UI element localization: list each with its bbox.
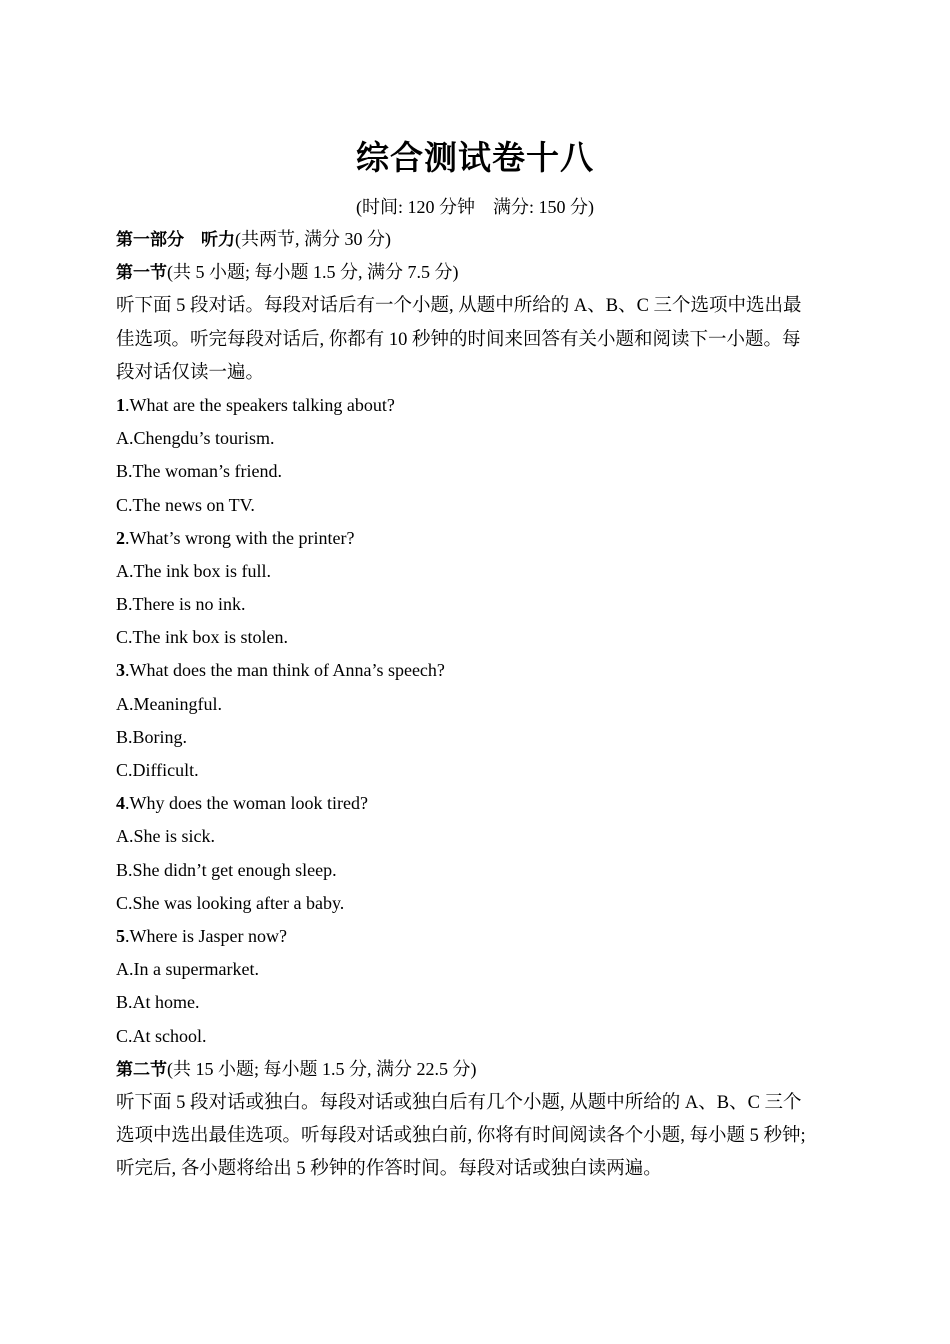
section2-label: 第二节 (116, 1059, 167, 1080)
question-1-option-c: C.The news on TV. (116, 494, 255, 515)
section2-instructions-line: 选项中选出最佳选项。听每段对话或独白前, 你将有时间阅读各个小题, 每小题 5 秒钟; (116, 1126, 806, 1147)
question-4-option-b: B.She didn’t get enough sleep. (116, 859, 337, 880)
question-text: .Why does the woman look tired? (125, 793, 368, 814)
question-number: 2 (116, 527, 125, 548)
question-text: .What’s wrong with the printer? (125, 527, 355, 548)
question-text: .What are the speakers talking about? (125, 394, 395, 415)
section2-instructions-line: 听下面 5 段对话或独白。每段对话或独白后有几个小题, 从题中所给的 A、B、C 三个 (116, 1092, 802, 1113)
question-text: .Where is Jasper now? (125, 925, 287, 946)
question-4-option-c: C.She was looking after a baby. (116, 892, 345, 913)
section1-note: (共 5 小题; 每小题 1.5 分, 满分 7.5 分) (167, 262, 459, 283)
question-5 (116, 920, 834, 953)
question-1-option-a: A.Chengdu’s tourism. (116, 428, 275, 449)
question-text: .What does the man think of Anna’s speech? (125, 660, 445, 681)
question-1 (116, 389, 834, 422)
question-1-option-b: B.The woman’s friend. (116, 461, 282, 482)
section1-instructions-line: 段对话仅读一遍。 (116, 362, 265, 383)
question-2-option-c: C.The ink box is stolen. (116, 627, 288, 648)
question-2-option-b: B.There is no ink. (116, 594, 246, 615)
question-2-option-a: A.The ink box is full. (116, 560, 271, 581)
question-3-option-b: B.Boring. (116, 726, 188, 747)
part1-label: 第一部分 听力 (116, 230, 235, 250)
part1-note: (共两节, 满分 30 分) (235, 229, 391, 249)
section1-label: 第一节 (116, 263, 167, 284)
document-body (116, 223, 834, 1185)
question-4-option-a: A.She is sick. (116, 826, 215, 847)
question-5-option-b: B.At home. (116, 992, 200, 1013)
section1-heading (116, 256, 834, 289)
part1-heading (116, 223, 834, 256)
section2-note: (共 15 小题; 每小题 1.5 分, 满分 22.5 分) (167, 1058, 477, 1079)
question-2 (116, 522, 834, 555)
section1-instructions-line: 听下面 5 段对话。每段对话后有一个小题, 从题中所给的 A、B、C 三个选项中选出最 (116, 296, 802, 317)
section1-instructions-line: 佳选项。听完每段对话后, 你都有 10 秒钟的时间来回答有关小题和阅读下一小题。每 (116, 329, 801, 350)
question-5-option-a: A.In a supermarket. (116, 959, 259, 980)
section2-heading (116, 1053, 834, 1086)
question-number: 5 (116, 925, 125, 946)
question-number: 4 (116, 793, 125, 814)
exam-time-and-score: (时间: 120 分钟 满分: 150 分) (356, 197, 594, 217)
question-4 (116, 787, 834, 820)
page-title: 综合测试卷十八 (356, 138, 594, 177)
section2-instructions-line: 听完后, 各小题将给出 5 秒钟的作答时间。每段对话或独白读两遍。 (116, 1159, 662, 1180)
question-3-option-a: A.Meaningful. (116, 693, 222, 714)
question-number: 1 (116, 394, 125, 415)
question-3-option-c: C.Difficult. (116, 760, 199, 780)
question-5-option-c: C.At school. (116, 1025, 207, 1046)
question-3 (116, 654, 834, 687)
question-number: 3 (116, 660, 125, 681)
